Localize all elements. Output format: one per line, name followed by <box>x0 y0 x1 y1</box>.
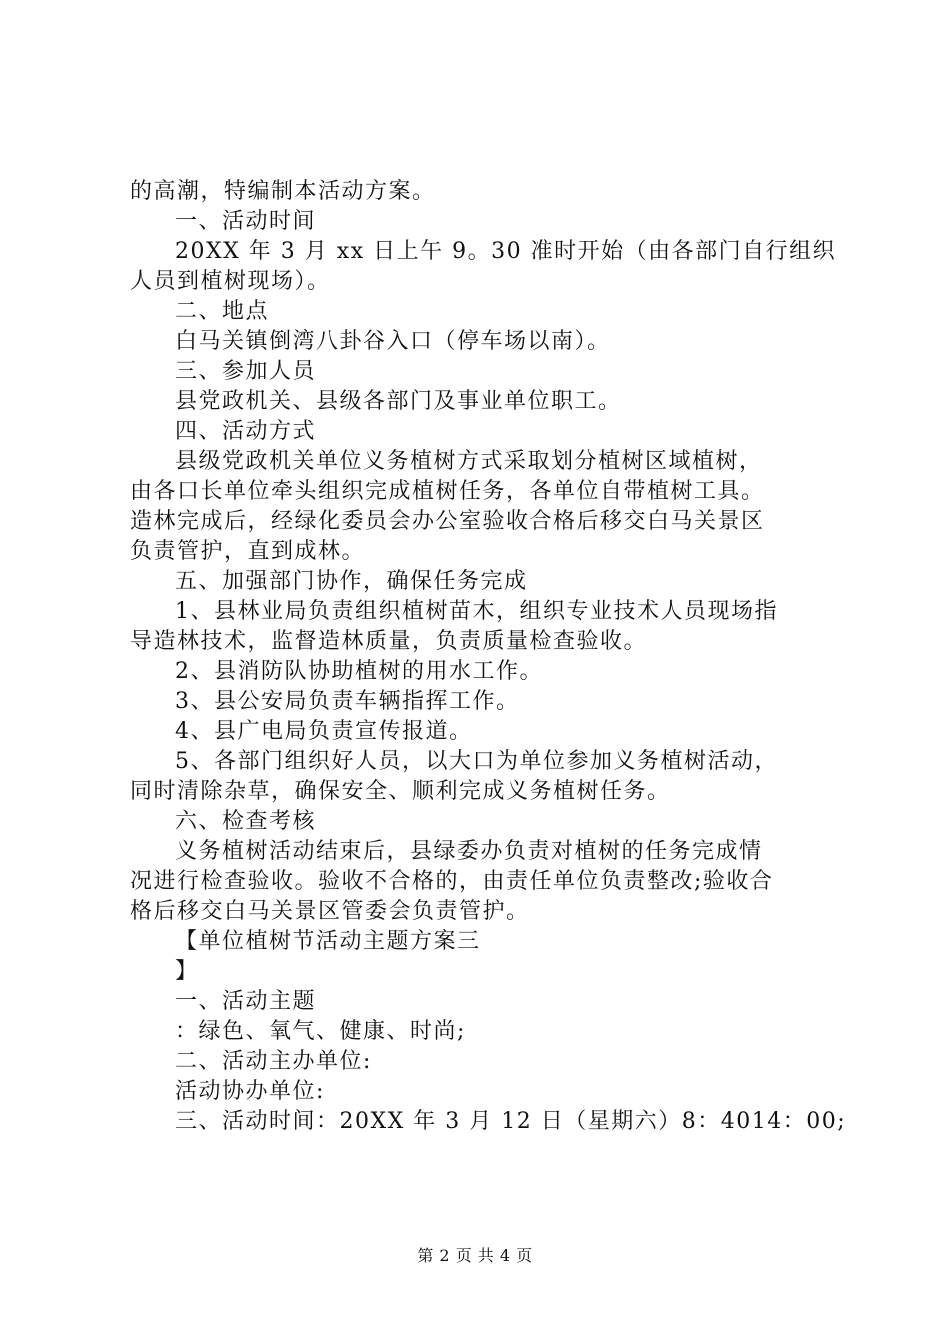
text-line: 人员到植树现场）。 <box>130 269 331 294</box>
text-line: 三、活动时间：20XX 年 3 月 12 日（星期六）8：4014：00; <box>175 1109 847 1134</box>
text-line: 3、县公安局负责车辆指挥工作。 <box>175 689 520 714</box>
text-line: 由各口长单位牵头组织完成植树任务，各单位自带植树工具。 <box>130 479 765 504</box>
text-line: 4、县广电局负责宣传报道。 <box>175 719 473 744</box>
text-line: 导造林技术，监督造林质量，负责质量检查验收。 <box>130 629 648 654</box>
text-line: 【单位植树节活动主题方案三 <box>175 929 481 954</box>
text-line: 1、县林业局负责组织植树苗木，组织专业技术人员现场指 <box>175 599 778 624</box>
text-line: 格后移交白马关景区管委会负责管护。 <box>130 899 530 924</box>
text-line: 负责管护，直到成林。 <box>130 539 366 564</box>
text-line: 县级党政机关单位义务植树方式采取划分植树区域植树， <box>175 449 763 474</box>
text-line: 县党政机关、县级各部门及事业单位职工。 <box>175 389 622 414</box>
text-line: 2、县消防队协助植树的用水工作。 <box>175 659 543 684</box>
text-line: 四、活动方式 <box>175 419 317 444</box>
text-line: 六、检查考核 <box>175 809 317 834</box>
text-line: 三、参加人员 <box>175 359 317 384</box>
text-line: 活动协办单位: <box>175 1079 325 1104</box>
text-line: 同时清除杂草，确保安全、顺利完成义务植树任务。 <box>130 779 671 804</box>
text-line: 造林完成后，经绿化委员会办公室验收合格后移交白马关景区 <box>130 509 765 534</box>
text-line: 一、活动时间 <box>175 209 317 234</box>
text-line: 的高潮，特编制本活动方案。 <box>130 179 436 204</box>
text-line: 白马关镇倒湾八卦谷入口（停车场以南）。 <box>175 329 611 354</box>
text-line: 】 <box>175 959 199 984</box>
text-line: 二、地点 <box>175 299 270 324</box>
text-line: 二、活动主办单位: <box>175 1049 372 1074</box>
text-line: 义务植树活动结束后，县绿委办负责对植树的任务完成情 <box>175 839 763 864</box>
text-line: 5、各部门组织好人员，以大口为单位参加义务植树活动， <box>175 749 778 774</box>
text-line: 五、加强部门协作，确保任务完成 <box>175 569 528 594</box>
text-line: 况进行检查验收。验收不合格的，由责任单位负责整改;验收合 <box>130 869 774 894</box>
text-line: 20XX 年 3 月 xx 日上午 9。30 准时开始（由各部门自行组织 <box>175 239 837 264</box>
text-line: ：绿色、氧气、健康、时尚; <box>175 1019 466 1044</box>
page-footer: 第 2 页 共 4 页 <box>417 1246 533 1265</box>
text-line: 一、活动主题 <box>175 989 317 1014</box>
document-body <box>130 177 847 1137</box>
